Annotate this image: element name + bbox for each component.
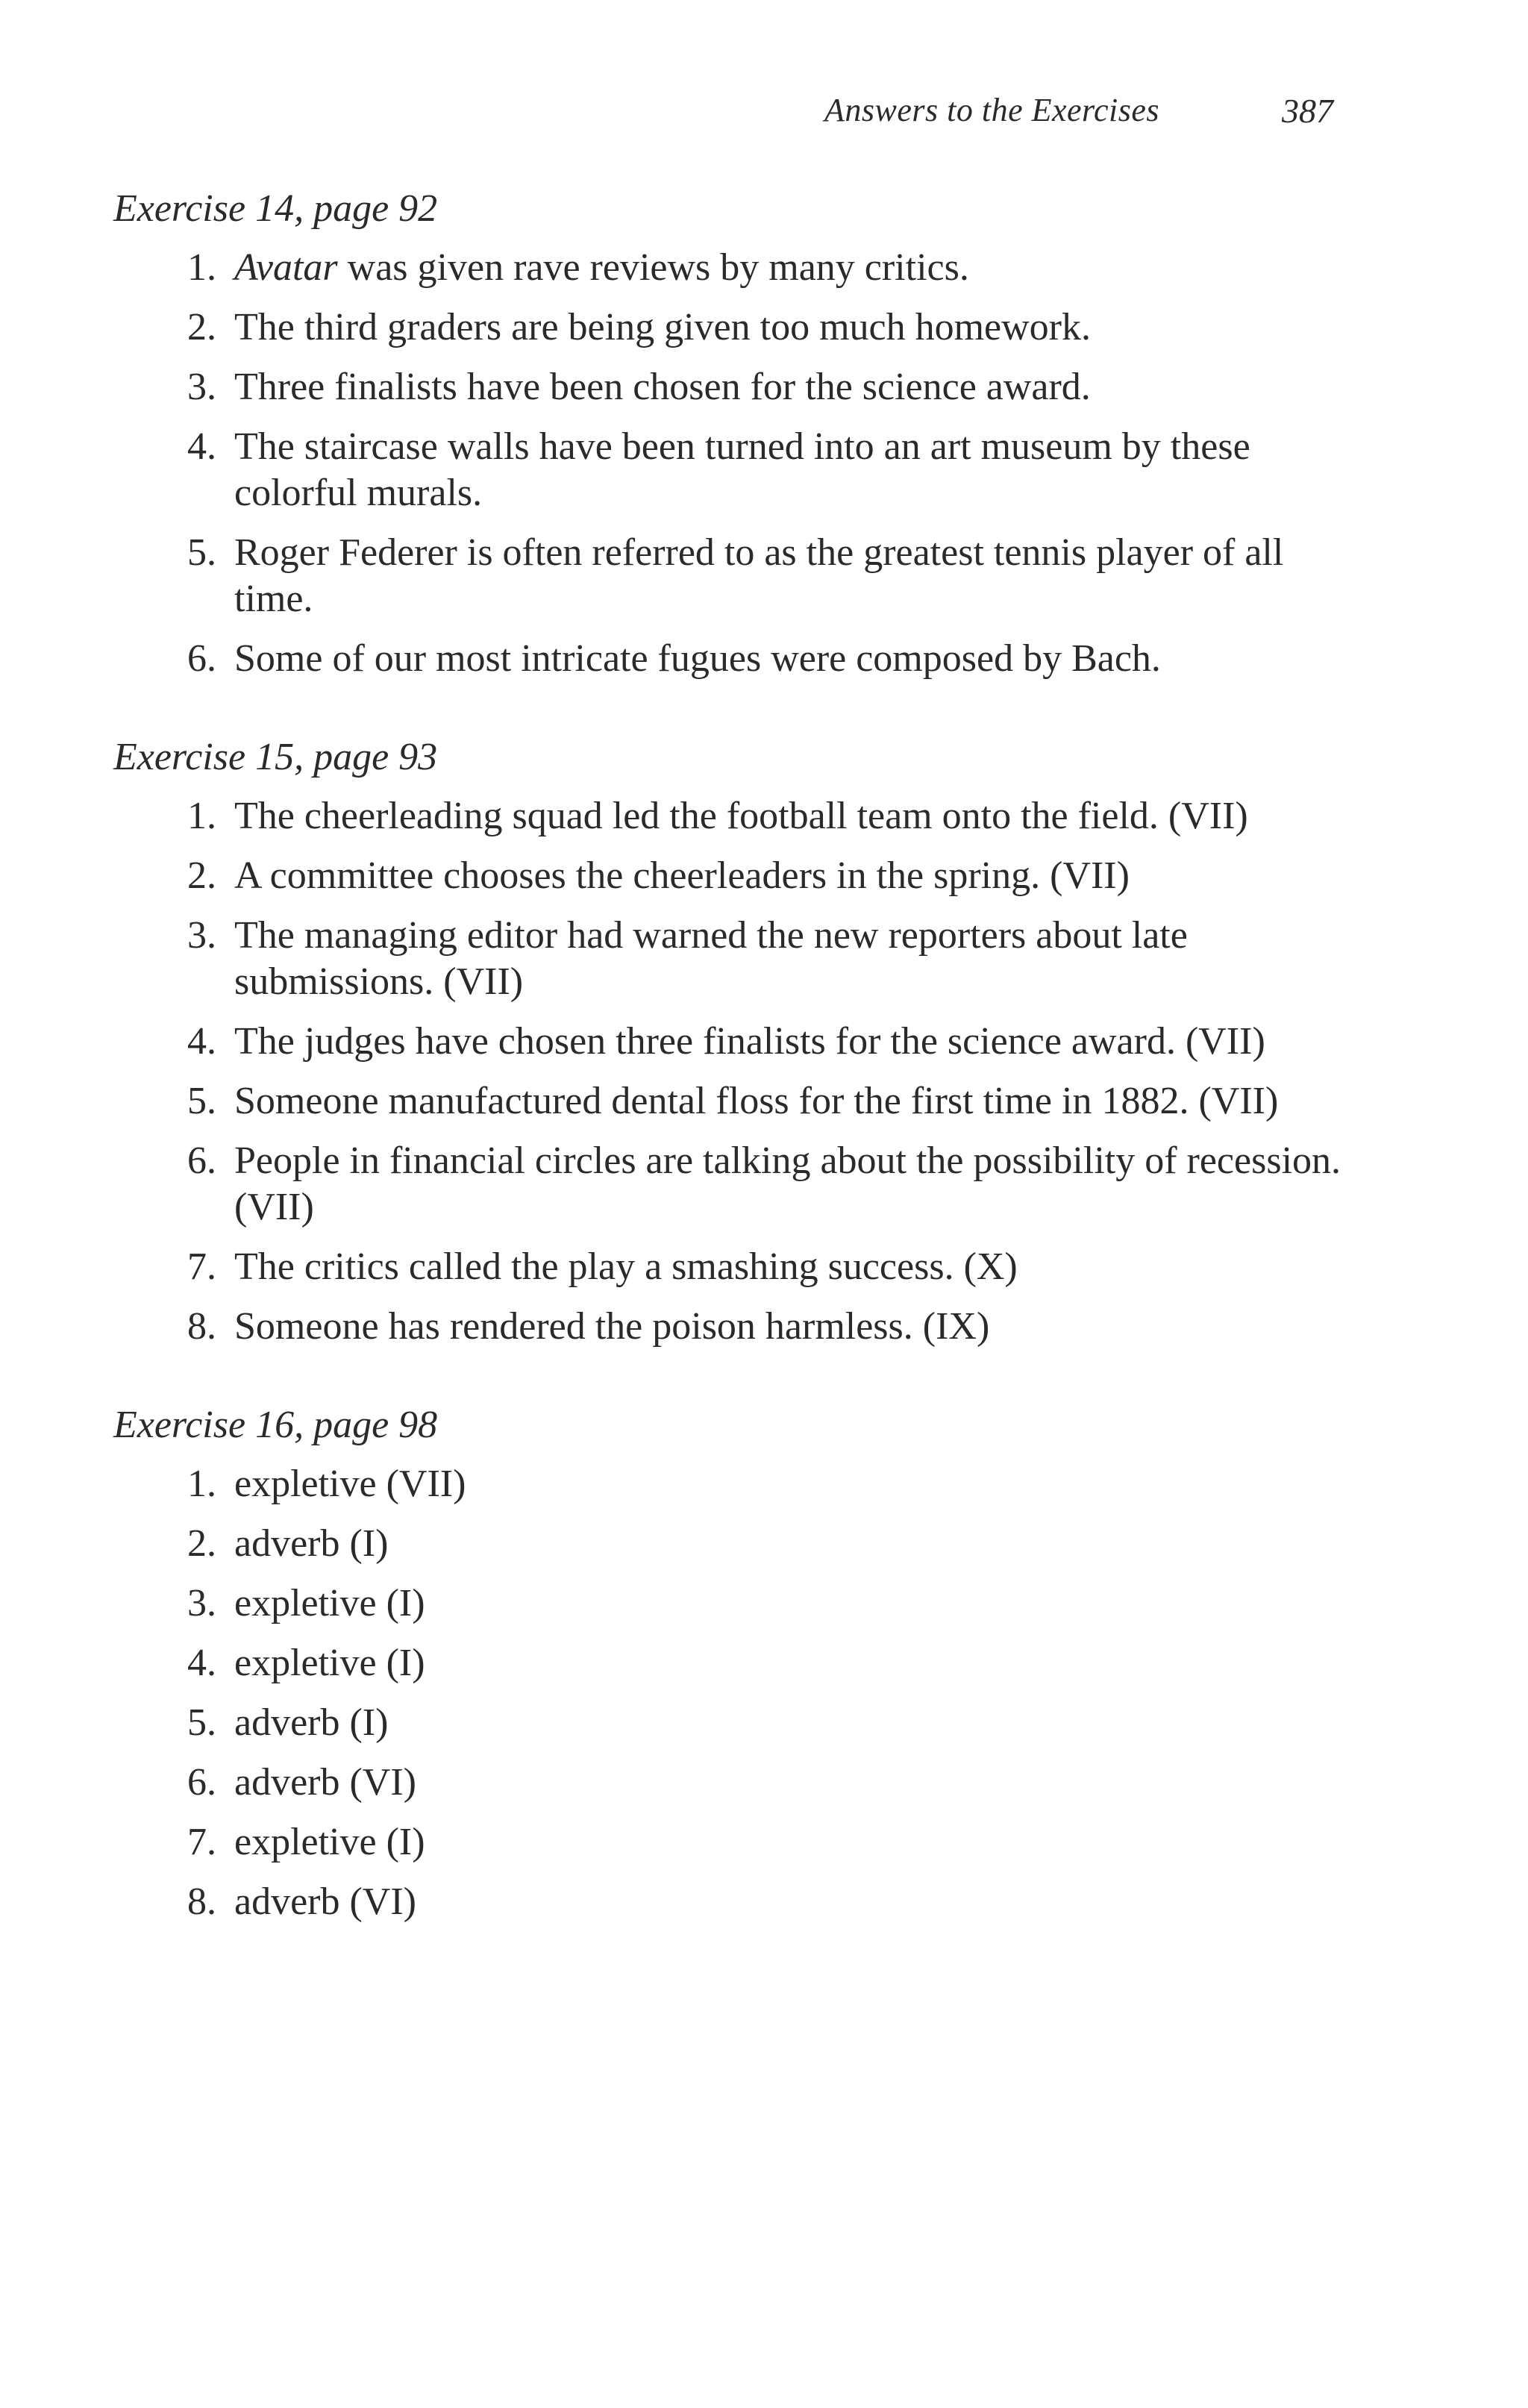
item-text: adverb (VI) bbox=[234, 1761, 416, 1804]
exercise-heading: Exercise 14, page 92 bbox=[113, 187, 438, 230]
item-number: 6. bbox=[187, 1761, 216, 1804]
item-text: The judges have chosen three finalists for the science award. (VII) bbox=[234, 1020, 1265, 1063]
item-text: expletive (I) bbox=[234, 1821, 425, 1863]
item-text: The managing editor had warned the new reporters about late submissions. (VII) bbox=[234, 914, 1188, 1003]
item-text: Someone has rendered the poison harmless. (IX) bbox=[234, 1305, 990, 1348]
running-head: Answers to the Exercises bbox=[824, 92, 1160, 128]
item-number: 3. bbox=[187, 1582, 216, 1624]
item-text: Some of our most intricate fugues were composed by Bach. bbox=[234, 637, 1161, 680]
item-text: adverb (VI) bbox=[234, 1880, 416, 1923]
item-number: 6. bbox=[187, 1139, 216, 1182]
item-number: 6. bbox=[187, 637, 216, 680]
item-number: 1. bbox=[187, 246, 216, 289]
item-text: The critics called the play a smashing success. (X) bbox=[234, 1245, 1018, 1288]
item-text: expletive (VII) bbox=[234, 1463, 466, 1505]
item-number: 5. bbox=[187, 531, 216, 574]
item-text: adverb (I) bbox=[234, 1522, 389, 1565]
item-number: 4. bbox=[187, 1020, 216, 1063]
item-number: 2. bbox=[187, 306, 216, 348]
item-number: 8. bbox=[187, 1880, 216, 1923]
item-number: 1. bbox=[187, 795, 216, 837]
item-text: The third graders are being given too much homework. bbox=[234, 306, 1091, 348]
item-text: The staircase walls have been turned into an art museum by these colorful murals. bbox=[234, 425, 1250, 514]
item-number: 3. bbox=[187, 366, 216, 408]
item-number: 5. bbox=[187, 1080, 216, 1122]
item-number: 1. bbox=[187, 1463, 216, 1505]
item-text: expletive (I) bbox=[234, 1642, 425, 1684]
item-text: Someone manufactured dental floss for the first time in 1882. (VII) bbox=[234, 1080, 1279, 1122]
exercise-heading: Exercise 15, page 93 bbox=[113, 736, 438, 778]
item-number: 4. bbox=[187, 1642, 216, 1684]
item-text: Roger Federer is often referred to as the greatest tennis player of all time. bbox=[234, 531, 1284, 620]
item-number: 7. bbox=[187, 1821, 216, 1863]
item-number: 7. bbox=[187, 1245, 216, 1288]
item-number: 2. bbox=[187, 1522, 216, 1565]
item-text: The cheerleading squad led the football team onto the field. (VII) bbox=[234, 795, 1248, 837]
item-text: expletive (I) bbox=[234, 1582, 425, 1624]
item-number: 2. bbox=[187, 854, 216, 897]
item-text: Three finalists have been chosen for the science award. bbox=[234, 366, 1091, 408]
item-text: People in financial circles are talking about the possibility of recession. (VII) bbox=[234, 1139, 1341, 1228]
page-number: 387 bbox=[1282, 92, 1333, 130]
item-text: A committee chooses the cheerleaders in the spring. (VII) bbox=[234, 854, 1130, 897]
item-number: 5. bbox=[187, 1701, 216, 1744]
item-text-rest: was given rave reviews by many critics. bbox=[337, 246, 969, 289]
item-number: 8. bbox=[187, 1305, 216, 1348]
item-text bbox=[234, 245, 1353, 291]
item-text: adverb (I) bbox=[234, 1701, 389, 1744]
item-italic-title: Avatar bbox=[234, 246, 338, 289]
exercise-heading: Exercise 16, page 98 bbox=[113, 1404, 438, 1446]
item-number: 4. bbox=[187, 425, 216, 468]
item-number: 3. bbox=[187, 914, 216, 957]
